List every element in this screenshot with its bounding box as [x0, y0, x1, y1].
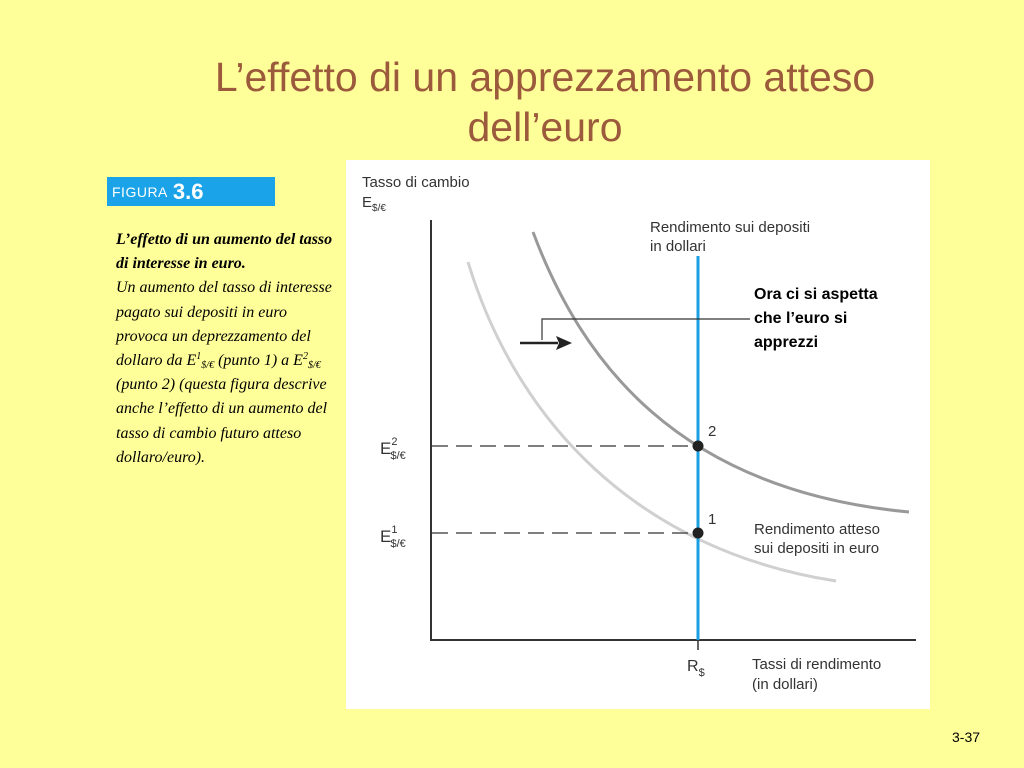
euro-curve-label-line-1: Rendimento atteso [754, 521, 880, 538]
x-axis-label-line-1: Tassi di rendimento [752, 656, 882, 673]
e1-subscript: $/€ [390, 538, 406, 550]
y-axis-label: Tasso di cambio [362, 174, 470, 191]
e2-superscript: 2 [391, 436, 398, 448]
figure-label-number: 3.6 [172, 178, 204, 204]
caption-sup-1: 1 [196, 351, 202, 363]
figure-label-word: FIGURA [112, 183, 168, 200]
e2-tick-label [380, 436, 406, 462]
x-tick-letter: R [687, 658, 699, 675]
page-number: 3-37 [952, 729, 981, 745]
new-euro-return-curve [533, 232, 909, 512]
title-line-1: L’effetto di un apprezzamento atteso [214, 54, 876, 100]
exchange-rate-diagram [346, 160, 930, 709]
x-axis-label-line-2: (in dollari) [752, 676, 818, 693]
equilibrium-point-1 [693, 528, 704, 539]
euro-curve-label-line-2: sui depositi in euro [754, 540, 880, 557]
x-tick-label [687, 658, 705, 679]
diagram-panel [346, 160, 930, 709]
caption-sub-1: $/€ [201, 360, 215, 372]
y-axis-symbol-subscript: $/€ [372, 203, 386, 214]
caption-body-part-2: (punto 1) a E [214, 352, 303, 370]
e1-letter: E [380, 527, 392, 546]
point-2-label: 2 [708, 423, 717, 440]
caption-body-part-3: (punto 2) (questa figura descrive anche l’effetto di un aumento del tasso di cambio futuro atteso dollaro/euro). [116, 376, 328, 466]
shift-arrow-head-icon [556, 336, 572, 350]
x-tick-subscript: $ [698, 667, 705, 679]
e2-letter: E [380, 439, 392, 458]
caption-sup-2: 2 [302, 351, 308, 363]
point-1-label: 1 [708, 511, 717, 528]
callout-box: Ora ci si aspetta che l’euro si apprezzi [754, 283, 882, 355]
figure-caption [116, 228, 334, 470]
equilibrium-point-2 [693, 441, 704, 452]
caption-body-part-1: Un aumento del tasso di interesse pagato sui depositi in euro provoca un deprezzamento del dollaro da E [116, 279, 332, 370]
caption-heading: L’effetto di un aumento del tasso di interesse in euro. [116, 231, 333, 273]
e1-superscript: 1 [391, 524, 398, 536]
dollar-curve-label-line-1: Rendimento sui depositi [650, 219, 811, 236]
callout-leader-line [542, 319, 750, 340]
figure-label-badge [107, 177, 275, 206]
title-line-2: dell’euro [467, 104, 623, 150]
y-axis-symbol [362, 194, 386, 214]
e1-tick-label [380, 524, 406, 550]
dollar-curve-label-line-2: in dollari [650, 238, 706, 255]
e2-subscript: $/€ [390, 450, 406, 462]
slide-title [150, 52, 940, 152]
y-axis-symbol-letter: E [362, 194, 373, 211]
caption-sub-2: $/€ [307, 360, 321, 372]
